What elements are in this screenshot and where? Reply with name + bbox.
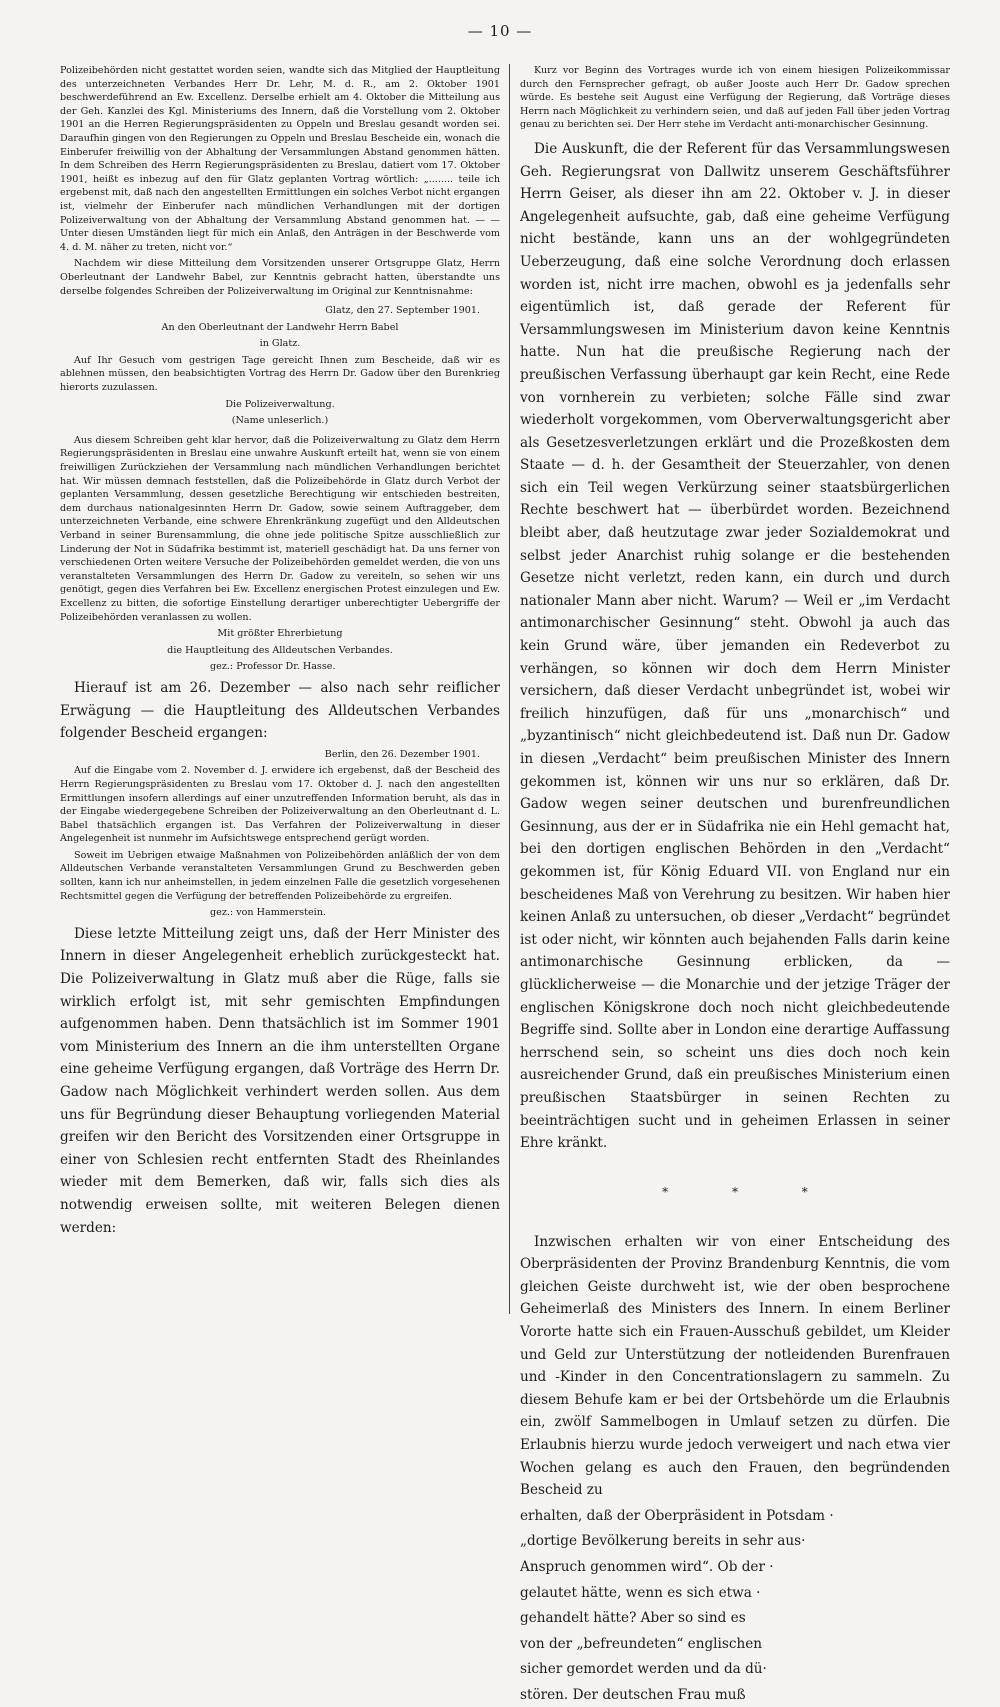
letter-signature: Die Polizeiverwaltung. [225,398,335,410]
left-column [60,64,500,1354]
letter-body: Auf die Eingabe vom 2. November d. J. erwidere ich ergebenst, daß der Bescheid des Herrn Regierungspräsidenten zu Breslau vom 17. Oktober d. J. nach den angestellten Ermittlungen insofern allerdings auf einer unzutreffenden Information beruht, als das in der Eingabe wiedergegebene Schreiben der Polizeiverwaltung an den Oberleutnant d. L. Babel thatsächlich ergangen ist. Das Verfahren der Polizeiverwaltung in dieser Angelegenheit ist nunmehr im Aufsichtswege entsprechend gerügt worden. [60,765,500,845]
letter-date: Berlin, den 26. Dezember 1901. [324,748,480,760]
paragraph: Inzwischen erhalten wir von einer Entscheidung des Oberpräsidenten der Provinz Brandenburg Kenntnis, die vom gleichen Geiste durchweht ist, wie der oben besprochene Geheimerlaß des Ministers des Innern. In einem Berliner Vororte hatte sich ein Frauen-Ausschuß gebildet, um Kleider und Geld zur Unterstützung der notleidenden Burenfrauen und -Kinder in den Concentrationslagern zu sammeln. Zu diesem Behufe kam er bei der Ortsbehörde um die Erlaubnis ein, zwölf Sammelbogen in Umlauf setzen zu dürfen. Die Erlaubnis hierzu wurde jedoch verweigert und nach etwa vier Wochen gelang es auch den Frauen, den begründenden Bescheid zu [520,1233,950,1499]
paragraph: Hierauf ist am 26. Dezember — also nach sehr reiflicher Erwägung — die Hauptleitung des Alldeutschen Verbandes folgender Bescheid ergangen: [60,679,500,742]
closing-line: die Hauptleitung des Alldeutschen Verbandes. [167,644,393,656]
letter-place: in Glatz. [259,338,301,350]
paragraph: Nachdem wir diese Mitteilung dem Vorsitzenden unserer Ortsgruppe Glatz, Herrn Oberleutnant der Landwehr Babel, zur Kenntnis gebracht hatten, überstandte uns derselbe folgendes Schreiben der Polizeiverwaltung im Original zur Kenntnisnahme: [60,258,500,297]
column-divider [509,64,510,1314]
paragraph: Polizeibehörden nicht gestattet worden seien, wandte sich das Mitglied der Hauptleitung des unterzeichneten Verbandes Herr Dr. Lehr, M. d. R., am 2. Oktober 1901 beschwerdeführend an Ew. Excellenz. Derselbe erhielt am 4. Oktober die Mitteilung aus der Geh. Kanzlei des Kgl. Ministeriums des Innern, daß die Vorstellung vom 2. Oktober 1901 an die Herren Regierungspräsidenten zu Oppeln und Breslau gesandt worden sei. Daraufhin gingen von den Regierungen zu Oppeln und Breslau Bescheide ein, wonach die Einberufer freiwillig von der Abhaltung der Versammlungen Abstand genommen hätten. In dem Schreiben des Herrn Regierungspräsidenten zu Breslau, datiert vom 17. Oktober 1901, heißt es inbezug auf den für Glatz geplanten Vortrag wörtlich: „........ teile ich ergebenst mit, daß nach den angestellten Ermittlungen ein solches Verbot nicht ergangen ist, vielmehr der Einberufer nach mündlichen Verhandlungen mit der dortigen Polizeiverwaltung von der Abhaltung der Versammlung Abstand genommen hat. — — Unter diesen Umständen liegt für mich ein Anlaß, den Anträgen in der Beschwerde vom 4. d. M. näher zu treten, nicht vor.“ [60,65,500,253]
fragment-line: von der „befreundeten“ englischen [520,1635,762,1652]
fragment-line: erhalten, daß der Oberpräsident in Potsdam · [520,1507,834,1524]
fragment-line: gelautet hätte, wenn es sich etwa · [520,1584,761,1601]
section-separator: * * * [662,1184,808,1199]
paragraph: Diese letzte Mitteilung zeigt uns, daß der Herr Minister des Innern in dieser Angelegenheit erheblich zurückgesteckt hat. Die Polizeiverwaltung in Glatz muß aber die Rüge, falls sie wirklich erfolgt ist, mit sehr gemischten Empfindungen aufgenommen haben. Denn thatsächlich ist im Sommer 1901 vom Ministerium des Innern an die ihm unterstellten Organe eine geheime Verfügung ergangen, daß Vorträge des Herrn Dr. Gadow nach Möglichkeit verhindert werden sollen. Aus dem uns für Begründung dieser Behauptung vorliegenden Material greifen wir den Bericht des Vorsitzenden einer Ortsgruppe in einer von Schlesien recht entfernten Stadt des Rheinlandes wieder mit dem Bemerken, daß wir, falls sich dies als notwendig erweisen sollte, mit weiteren Belegen dienen werden: [60,925,500,1236]
fragment-line: gehandelt hätte? Aber so sind es [520,1610,746,1627]
torn-fragment [520,1505,950,1707]
letter-body: Soweit im Uebrigen etwaige Maßnahmen von Polizeibehörden anläßlich der von dem Alldeutschen Verbande veranstalteten Versammlungen Grund zu Beschwerden geben sollten, kann ich nur anheimstellen, in jedem einzelnen Falle die gesetzlich vorgesehenen Rechtsmittel gegen die Verfügung der betreffenden Polizeibehörde zu ergreifen. [60,849,500,902]
letter-signature: gez.: von Hammerstein. [210,907,326,919]
paragraph: Die Auskunft, die der Referent für das Versammlungswesen Geh. Regierungsrat von Dallwitz unserem Geschäftsführer Herrn Geiser, als dieser ihn am 22. Oktober v. J. in dieser Angelegenheit aufsuchte, gab, daß eine geheime Verfügung nicht bestände, kann uns an der wohlgegründeten Ueberzeugung, daß eine solche Verordnung doch erlassen worden ist, nicht irre machen, obwohl es ja jedenfalls sehr eigentümlich ist, daß gerade der Referent für Versammlungswesen im Ministerium davon keine Kenntnis hatte. Nun hat die preußische Regierung nach der preußischen Verfassung überhaupt gar kein Recht, eine Rede von vornherein zu verbieten; solche Fälle sind zwar wiederholt vorgekommen, vom Oberverwaltungsgericht aber als Gesetzesverletzungen erklärt und die Prozeßkosten dem Staate — d. h. der Gesamtheit der Steuerzahler, von denen sich ein Teil wegen Verkürzung seiner staatsbürgerlichen Rechte beschwert hat — überbürdet worden. Bezeichnend bleibt aber, daß heutzutage zwar jeder Sozialdemokrat und selbst jeder Anarchist ruhig solange er die bestehenden Gesetze nicht verletzt, reden kann, ein durch und durch nationaler Mann aber nicht. Warum? — Weil er „im Verdacht antimonarchischer Gesinnung“ steht. Obwohl ja auch das kein Grund wäre, über jemanden ein Redeverbot zu verhängen, so können wir doch dem Herrn Minister versichern, daß dieser Verdacht unbegründet ist, wobei wir freilich hinzufügen, daß für uns „monarchisch“ und „byzantinisch“ nicht gleichbedeutend ist. Daß nun Dr. Gadow in diesen „Verdacht“ beim preußischen Minister des Innern gekommen ist, können wir uns nur so erklären, daß Dr. Gadow wegen seiner deutschen und burenfreundlichen Gesinnung, aus der er in Südafrika nie ein Hehl gemacht hat, bei den dortigen englischen Behörden in den „Verdacht“ gekommen ist, für König Eduard VII. von England nur ein bescheidenes Maß von Verehrung zu besitzen. Wir haben hier keinen Anlaß zu untersuchen, ob dieser „Verdacht“ begründet ist oder nicht, wir könnten auch bejahenden Falls darin keine antimonarchische Gesinnung erblicken, da — glücklicherweise — die Monarchie und der jetzige Träger der englischen Königskrone doch noch nicht gleichbedeutende Begriffe sind. Sollte aber in London eine derartige Auffassung herrschend sein, so scheint uns dies doch noch kein ausreichender Grund, daß ein preußisches Ministerium einen preußischen Staatsbürger in seinen Rechten zu beeinträchtigen sucht und in geheimen Erlassen in seiner Ehre kränkt. [520,140,950,1152]
quoted-report: Kurz vor Beginn des Vortrages wurde ich von einem hiesigen Polizeikommissar durch den Fernsprecher gefragt, ob außer Jooste auch Herr Dr. Gadow sprechen würde. Es bestehe seit August eine Verfügung der Regierung, daß Vorträge dieses Herrn nach Möglichkeit zu verhindern seien, und daß auf jeden Fall über jeden Vortrag genau zu berichten sei. Der Herr stehe im Verdacht anti-monarchischer Gesinnung. [520,65,950,131]
letter-date: Glatz, den 27. September 1901. [325,305,480,317]
closing-line: Mit größter Ehrerbietung [217,628,343,640]
paragraph: Aus diesem Schreiben geht klar hervor, daß die Polizeiverwaltung zu Glatz dem Herrn Regierungspräsidenten in Breslau eine unwahre Auskunft erteilt hat, wenn sie von einem freiwilligen Zurückziehen der Versammlung nach mündlichen Verhandlungen berichtet hat. Wir müssen demnach feststellen, daß die Polizeibehörde in Glatz durch Verbot der geplanten Versammlung, dessen gesetzliche Berechtigung wir entschieden bestreiten, dem durchaus nationalgesinnten Herrn Dr. Gadow, sowie seinem Auftraggeber, dem unterzeichneten Verbande, eine schwere Ehrenkränkung zugefügt und den Alldeutschen Verband in seiner Burensammlung, die ohne jede politische Spitze ausschließlich zur Linderung der Not in Südafrika bestimmt ist, materiell geschädigt hat. Da uns ferner von verschiedenen Orten weitere Versuche der Polizeibehörden gemeldet werden, die von uns veranstalteten Versammlungen des Herrn Dr. Gadow zu vereiteln, so sehen wir uns genötigt, gegen dies Verfahren bei Ew. Excellenz energischen Protest einzulegen und Ew. Excellenz zu bitten, die sofortige Einstellung derartiger unberechtigter Uebergriffe der Polizeibehörden veranlassen zu wollen. [60,434,500,623]
fragment-line: stören. Der deutschen Frau muß [520,1686,746,1703]
right-column [520,64,950,1703]
closing-signature: gez.: Professor Dr. Hasse. [210,661,336,673]
letter-addressee: An den Oberleutnant der Landwehr Herrn Babel [161,321,399,333]
letter-body: Auf Ihr Gesuch vom gestrigen Tage gereicht Ihnen zum Bescheide, daß wir es ablehnen müssen, den beabsichtigten Vortrag des Herrn Dr. Gadow über den Burenkrieg hierorts zuzulassen. [60,354,500,394]
fragment-line: sicher gemordet werden und da dü· [520,1661,767,1678]
fragment-line: „dortige Bevölkerung bereits in sehr aus· [520,1533,806,1550]
letter-signature-note: (Name unleserlich.) [231,415,329,427]
fragment-line: Anspruch genommen wird“. Ob der · [520,1559,774,1575]
page-number: — 10 — [467,22,533,40]
